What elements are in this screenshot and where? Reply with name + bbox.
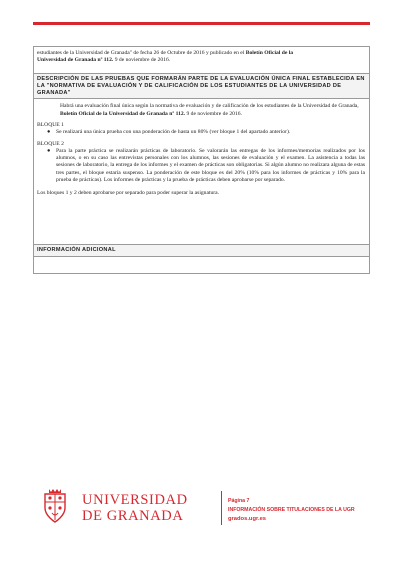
content-frame — [33, 46, 370, 274]
section-description — [34, 73, 369, 197]
university-crest-icon — [42, 488, 68, 524]
intro-paragraph — [37, 50, 366, 65]
bloque2-item-text: Para la parte práctica se realizarán prácticas de laboratorio. Se valorarán las entregas de los informes/memorias realizados por los alumnos, o en su caso las entrevistas personales con los alumnos, las sesiones de evaluación y el examen. La asistencia a todas las sesiones de laboratorio, la entrega de los informes y el examen de prácticas son obligatorias. Si algún alumno no realizara alguna de estas tres partes, el bloque estaría suspenso. La ponderación de este bloque es del 20% (10% para los informes de prácticas y 10% para la prueba de prácticas). Los informes de prácticas y la prueba de prácticas deben aprobarse por separado. — [56, 147, 365, 184]
s1-text-a: Habrá una evaluación final única según la normativa de evaluación y de calificación de los estudiantes de la Universidad de Granada, — [60, 103, 359, 110]
bullet-icon: ● — [47, 129, 51, 136]
university-wordmark — [82, 492, 188, 524]
intro-tail: 9 de noviembre de 2016. — [113, 57, 171, 64]
footer-divider — [221, 491, 222, 525]
top-red-rule — [33, 22, 370, 25]
page-number: Página 7 — [228, 498, 250, 504]
list-item — [47, 147, 365, 184]
intro-bold-1: Boletín Oficial de la — [245, 50, 294, 56]
footer-site-link[interactable]: grados.ugr.es — [228, 516, 267, 522]
s1-text-bold: Boletín Oficial de la Universidad de Granada nº 112. — [60, 110, 186, 117]
bloque1-list — [34, 129, 369, 136]
section1-heading: DESCRIPCIÓN DE LAS PRUEBAS QUE FORMARÁN PARTE DE LA EVALUACIÓN ÚNICA FINAL ESTABLECIDA EN LA "NORMATIVA DE EVALUACIÓN Y DE CALIFICACIÓN DE LOS ESTUDIANTES DE LA UNIVERSIDAD DE GRANADA" — [34, 74, 369, 99]
intro-row — [34, 47, 369, 73]
intro-text: estudiantes de la Universidad de Granada" de fecha 26 de Octubre de 2016 y publicado en el — [37, 50, 246, 56]
bloque2-list — [34, 148, 369, 184]
wordmark-line2: DE GRANADA — [82, 508, 184, 524]
bullet-icon: ● — [47, 147, 51, 154]
footer-info-label: INFORMACIÓN SOBRE TITULACIONES DE LA UGR — [228, 507, 355, 513]
s1-text-c: 9 de noviembre de 2016. — [185, 110, 242, 117]
bloque1-item-text: Se realizará una única prueba con una ponderación de hasta un 80% (ver bloque 1 del apartado anterior). — [56, 129, 291, 136]
additional-info-box — [33, 244, 370, 274]
closing-text: Los bloques 1 y 2 deben aprobarse por separado para poder superar la asignatura. — [37, 190, 220, 197]
list-item — [47, 129, 369, 136]
wordmark-line1: UNIVERSIDAD — [82, 492, 188, 508]
section2-heading: INFORMACIÓN ADICIONAL — [34, 245, 369, 257]
bloque1-label: BLOQUE 1 — [37, 121, 64, 128]
bloque2-label: BLOQUE 2 — [37, 140, 64, 147]
intro-bold-2: Universidad de Granada nº 112. — [37, 57, 114, 64]
s1-paragraph — [34, 103, 369, 118]
